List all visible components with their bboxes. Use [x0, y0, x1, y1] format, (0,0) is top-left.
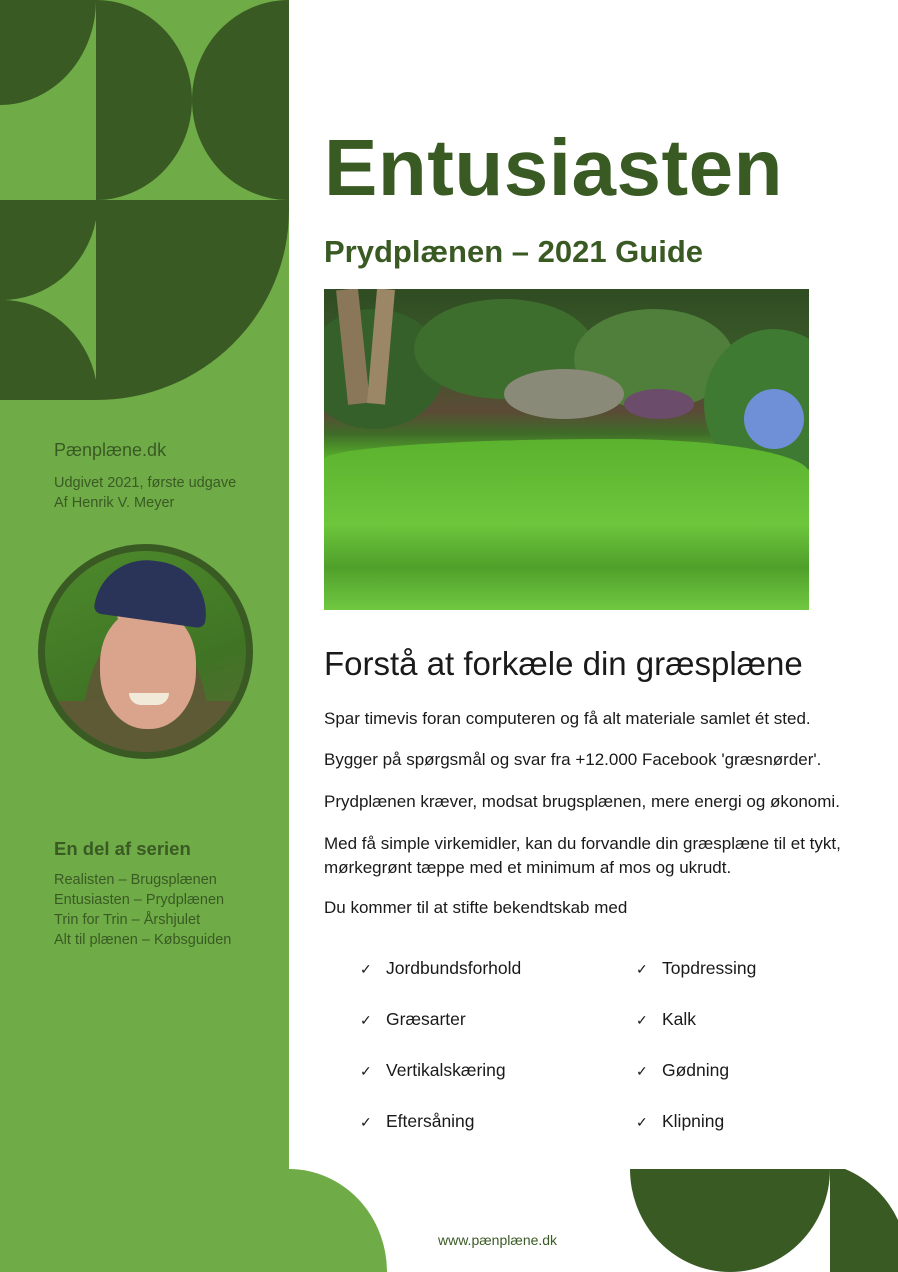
check-icon: ✓: [636, 1012, 648, 1028]
publication-info: [54, 473, 236, 513]
checklist-item: ✓ Jordbundsforhold: [360, 958, 522, 978]
published-line: Udgivet 2021, første udgave: [54, 475, 237, 491]
check-icon: ✓: [360, 1114, 372, 1130]
section-heading: Forstå at forkæle din græsplæne: [324, 645, 803, 682]
author-photo: [45, 551, 246, 752]
checklist-item: ✓ Topdressing: [636, 958, 757, 978]
checklist-item: ✓ Kalk: [636, 1009, 697, 1029]
series-item: Alt til plænen – Købsguiden: [54, 932, 232, 948]
check-icon: ✓: [360, 1063, 372, 1079]
document-title: Entusiasten: [324, 123, 783, 212]
paragraph: Spar timevis foran computeren og få alt materiale samlet ét sted.: [324, 709, 811, 728]
check-icon: ✓: [360, 961, 372, 977]
checklist-item: ✓ Gødning: [636, 1060, 730, 1080]
series-item: Realisten – Brugsplænen: [54, 872, 217, 888]
series-heading: En del af serien: [54, 838, 191, 859]
paragraph: Med få simple virkemidler, kan du forvandle din græsplæne til et tykt, mørkegrønt tæppe med et minimum af mos og ukrudt.: [324, 834, 841, 877]
series-list: [54, 870, 231, 950]
footer-website-link[interactable]: www.pænplæne.dk: [438, 1232, 558, 1248]
checklist-item: ✓ Vertikalskæring: [360, 1060, 506, 1080]
author-line: Af Henrik V. Meyer: [54, 495, 175, 511]
check-icon: ✓: [636, 961, 648, 977]
checklist-item: ✓ Græsarter: [360, 1009, 466, 1029]
paragraph: Prydplænen kræver, modsat brugsplænen, mere energi og økonomi.: [324, 792, 840, 811]
hero-lawn-image: [324, 289, 809, 610]
checklist-item: ✓ Klipning: [636, 1111, 725, 1131]
check-icon: ✓: [360, 1012, 372, 1028]
check-icon: ✓: [636, 1063, 648, 1079]
author-avatar: [38, 544, 253, 759]
series-item: Trin for Trin – Årshjulet: [54, 912, 201, 928]
brand-name: Pænplæne.dk: [54, 440, 167, 460]
series-item: Entusiasten – Prydplænen: [54, 892, 225, 908]
checklist-item: ✓ Eftersåning: [360, 1111, 475, 1131]
paragraph: Du kommer til at stifte bekendtskab med: [324, 898, 628, 917]
check-icon: ✓: [636, 1114, 648, 1130]
paragraph: Bygger på spørgsmål og svar fra +12.000 Facebook 'græsnørder'.: [324, 750, 822, 769]
document-subtitle: Prydplænen – 2021 Guide: [324, 234, 704, 269]
